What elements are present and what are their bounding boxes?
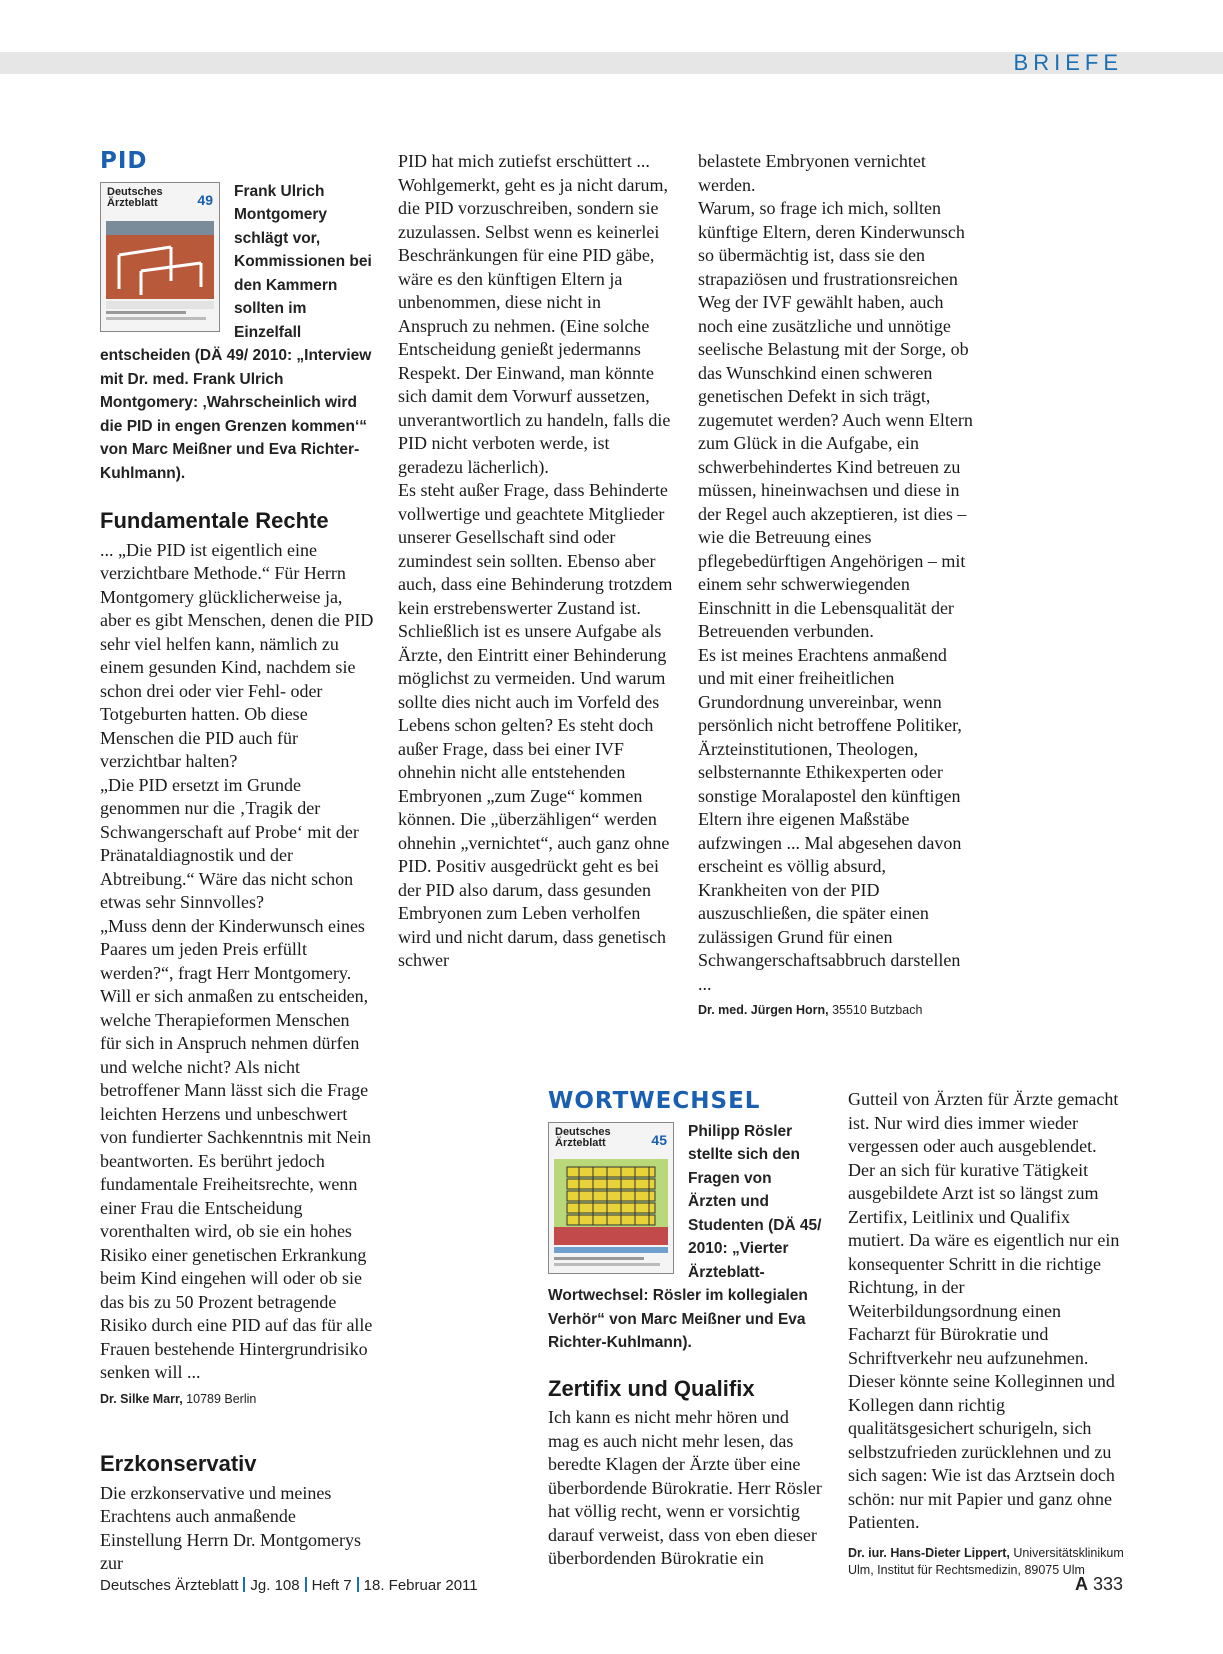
paragraph: Es ist meines Erachtens anmaßend und mit einer freiheitlichen Grundordnung unvereinbar, wenn persönlich nicht betroffene Politiker, Ärzteinstitutionen, Theologen, selbsternannte Ethikexperten oder sonstige Moralapostel den künftigen Eltern ihre eigenen Maßstäbe aufzwingen ... Mal abgesehen davon erscheint es völlig absurd, Krankheiten von der PID auszuschließen, die später einen zulässigen Grund für einen Schwangerschaftsabbruch darstellen ... <box>698 644 962 994</box>
cover-issue-number: 45 <box>651 1131 667 1148</box>
page-prefix: A <box>1074 1574 1088 1594</box>
footer-separator <box>357 1577 359 1592</box>
author-place: 35510 Butzbach <box>828 1003 923 1017</box>
paragraph: Es steht außer Frage, dass Behinderte vollwertige und geachtete Mitglieder unserer Gesellschaft sind oder zumindest sein sollten. Ebenso aber auch, dass eine Behinderung trotzdem kein erstrebenswerter Zustand ist. Schließlich ist es unsere Aufgabe als Ärzte, den Eintritt einer Behinderung möglichst zu vermeiden. Und warum sollte dies nicht auch im Vorfeld des Lebens schon gelten? Es steht doch außer Frage, dass bei einer IVF ohnehin nicht alle entstehenden Embryonen „zum Zuge“ kommen können. Die „überzähligen“ werden ohnehin „vernichtet“, auch ganz ohne PID. Positiv ausgedrückt geht es bei der PID also darum, dass gesunden Embryonen zum Leben verholfen wird und nicht darum, dass genetisch schwer <box>398 480 673 970</box>
pid-intro-text: Frank Ulrich Montgomery schlägt vor, Kommissionen bei den Kammern sollten im Einzelfall entscheiden (DÄ 49/ 2010: „Interview mit Dr. med. Frank Ulrich Montgomery: ‚Wahrscheinlich wird die PID in engen Grenzen kommen‘“ von Marc Meißner und Eva Richter-Kuhlmann). <box>100 182 372 482</box>
page-number-value: 333 <box>1087 1574 1123 1594</box>
paragraph: ... „Die PID ist eigentlich eine verzichtbare Methode.“ Für Herrn Montgomery glücklicherweise ja, aber es gibt Menschen, denen die PID sehr viel helfen kann, nämlich zu einem gesunden Kind, nachdem sie schon drei oder vier Fehl- oder Totgeburten hatten. Ob diese Menschen die PID auch für verzichtbar halten? <box>100 539 374 771</box>
building-illustration-icon <box>549 1123 673 1273</box>
wortwechsel-intro-text: Philipp Rösler stellte sich den Fragen von Ärzten und Studenten (DÄ 45/ 2010: „Vierter Ärzteblatt-Wortwechsel: Rösler im kollegialen Verhör“ von Marc Meißner und Eva Richter-Kuhlmann). <box>548 1122 822 1351</box>
journal-name: Deutsches Ärzteblatt <box>100 1577 239 1594</box>
section-label: BRIEFE <box>1013 50 1123 75</box>
paragraph: Ich kann es nicht mehr hören und mag es auch nicht mehr lesen, das beredte Klagen der Ärzte über eine überbordende Bürokratie. Herr Rösler hat völlig recht, wenn er vorsichtig darauf verweist, dass von eben dieser überbordenden Bürokratie ein <box>548 1407 822 1568</box>
paragraph: PID hat mich zutiefst erschüttert ... Wohlgemerkt, geht es ja nicht darum, die PID vorzuschreiben, sondern sie zuzulassen. Selbst wenn es keinerlei Beschränkungen für eine PID gäbe, wäre es den künftigen Eltern ja unbenommen, diese nicht in Anspruch zu nehmen. (Eine solche Entscheidung genießt jedermanns Respekt. Der Einwand, man könnte sich damit dem Vorwurf aussetzen, unverantwortlich zu handeln, falls die PID nicht verboten werde, ist geradezu lächerlich). <box>398 151 671 477</box>
author-signature <box>698 1002 974 1019</box>
author-name: Dr. med. Jürgen Horn, <box>698 1003 829 1017</box>
column-3 <box>698 150 974 1019</box>
column-1 <box>100 150 375 1408</box>
hurdles-illustration-icon <box>101 183 219 331</box>
journal-cover-thumbnail <box>100 182 220 332</box>
author-name: Dr. iur. Hans-Dieter Lippert, <box>848 1545 1010 1560</box>
column-2-bottom <box>548 1090 824 1571</box>
paragraph: „Muss denn der Kinderwunsch eines Paares um jeden Preis erfüllt werden?“, fragt Herr Montgomery. Will er sich anmaßen zu entscheiden, welche Therapieformen Menschen für sich in Anspruch nehmen dürfen und welche nicht? Als nicht betroffener Mann lässt sich die Frage leichten Herzens und unbeschwert von fundierter Sachkenntnis mit Nein beantworten. Es berührt jedoch fundamentale Freiheitsrechte, wenn einer Frau die Entscheidung vorenthalten wird, ob sie ein hohes Risiko einer genetischen Erkrankung beim Kind eingehen will oder ob sie das bis zu 50 Prozent betragende Risiko durch eine PID auf das für alle Frauen bestehende Hintergrundrisiko senken will ... <box>100 915 373 1382</box>
paragraph: „Die PID ersetzt im Grunde genommen nur die ‚Tragik der Schwangerschaft auf Probe‘ mit der Pränataldiagnostik und der Abtreibung.“ Wäre das nicht schon etwas sehr Sinnvolles? <box>100 774 359 912</box>
column-3-bottom <box>848 1088 1124 1579</box>
author-place: Universitätsklinikum Ulm, Institut für Rechtsmedizin, 89075 Ulm <box>848 1545 1124 1577</box>
footer-separator <box>243 1577 245 1592</box>
paragraph: Warum, so frage ich mich, sollten künftige Eltern, deren Kinderwunsch so übermächtig ist, dass sie den strapaziösen und frustrationsreichen Weg der IVF gewählt haben, auch noch eine zusätzliche und unnötige seelische Belastung mit der Sorge, ob das Wunschkind einen schweren genetischen Defekt in sich trägt, zugemutet werden? Auch wenn Eltern zum Glück in die Aufgabe, ein schwerbehindertes Kind betreuen zu müssen, hineinwachsen und diese in der Regel auch akzeptieren, ist dies – wie die Betreuung eines pflegebedürftigen Angehörigen – mit einem sehr schwerwiegenden Einschnitt in die Lebensqualität der Betreuenden verbunden. <box>698 198 973 641</box>
paragraph: Die erzkonservative und meines Erachtens auch anmaßende Einstellung Herrn Dr. Montgomerys zur <box>100 1482 361 1573</box>
paragraph: belastete Embryonen vernichtet werden. <box>698 151 926 195</box>
column-2 <box>398 150 674 973</box>
footer-separator <box>305 1577 307 1592</box>
article-title-fundamentale-rechte: Fundamentale Rechte <box>100 508 329 533</box>
journal-issue: Heft 7 <box>311 1577 352 1594</box>
section-title-wortwechsel: WORTWECHSEL <box>548 1088 761 1114</box>
journal-date: 18. Februar 2011 <box>363 1577 478 1594</box>
author-signature <box>100 1391 375 1408</box>
cover-brand: Deutsches Ärzteblatt <box>107 185 163 209</box>
cover-brand: Deutsches Ärzteblatt <box>555 1125 611 1149</box>
cover-issue-number: 49 <box>197 191 213 208</box>
section-title-pid: PID <box>100 148 148 174</box>
section-header-bar <box>0 52 1223 74</box>
journal-volume: Jg. 108 <box>250 1577 300 1594</box>
page-footer <box>100 1577 478 1594</box>
author-place: 10789 Berlin <box>182 1391 257 1406</box>
column-1-bottom <box>100 1452 375 1576</box>
journal-cover-thumbnail <box>548 1122 674 1274</box>
page-number <box>1075 1574 1123 1595</box>
article-title-erzkonservativ: Erzkonservativ <box>100 1451 257 1476</box>
author-name: Dr. Silke Marr, <box>100 1391 183 1406</box>
article-title-zertifix-und-qualifix: Zertifix und Qualifix <box>548 1375 755 1401</box>
paragraph: Gutteil von Ärzten für Ärzte gemacht ist. Nur wird dies immer wieder vergessen oder auch ausgeblendet. Der an sich für kurative Tätigkeit ausgebildete Arzt ist so längst zum Zertifix, Leitlinix und Qualifix mutiert. Da wäre es eigentlich nur ein konsequenter Schritt in die richtige Richtung, in der Weiterbildungsordnung einen Facharzt für Bürokratie und Schriftverkehr neu aufzunehmen. Dieser könnte seine Kolleginnen und Kollegen dann richtig qualitätsgesichert schurigeln, sich selbstzufrieden zurücklehnen und zu sich sagen: Wie ist das Arztsein doch schön: nur mit Papier und ganz ohne Patienten. <box>848 1089 1120 1532</box>
